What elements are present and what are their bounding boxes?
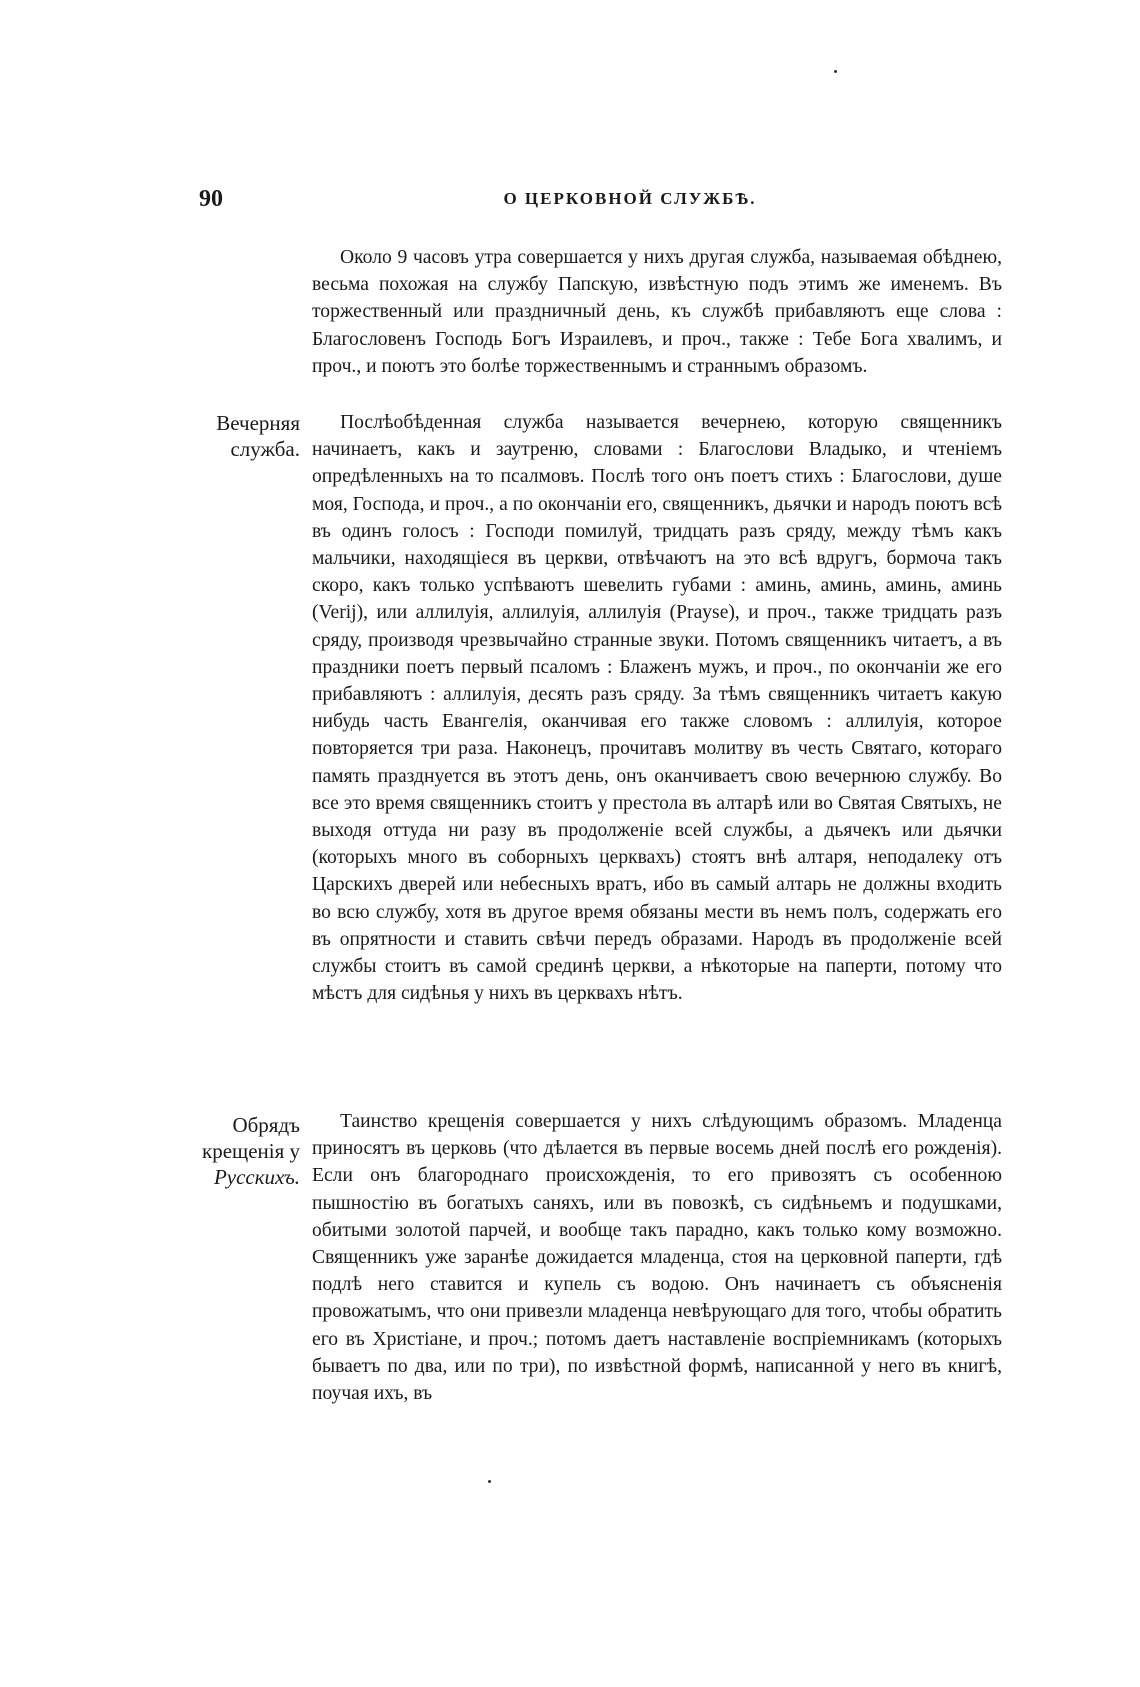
paragraph-morning-service: Около 9 часовъ утра совершается у нихъ другая служба, называемая обѣднею, весьма похожая на службу Папскую, извѣстную подъ этимъ же именемъ. Въ торжественный или праздничный день, къ службѣ прибавляютъ еще слова : Благословенъ Господь Богъ Израилевъ, и проч., также : Тебе Бога хвалимъ, и проч., и поютъ это болѣе торжественнымъ и страннымъ образомъ. — [312, 247, 1002, 377]
margin-note-baptism-line2: крещенія у — [202, 1139, 300, 1163]
margin-note-baptism — [182, 1112, 300, 1190]
paragraph-vespers: Послѣобѣденная служба называется вечернею, которую священникъ начинаетъ, какъ и заутреню, словами : Благослови Владыко, и чтеніемъ опредѣленныхъ на то псалмовъ. Послѣ того онъ поетъ стихъ : Благослови, душе моя, Господа, и проч., а по окончаніи его, священникъ, дьячки и народъ поютъ всѣ въ одинъ голосъ : Господи помилуй, тридцать разъ сряду, между тѣмъ какъ мальчики, находящіеся въ церкви, отвѣчаютъ на это всѣ вдругъ, бормоча такъ скоро, какъ только успѣваютъ шевелить губами : аминь, аминь, аминь, аминь (Verij), или аллилуія, аллилуія, аллилуія (Prayse), и проч., также тридцать разъ сряду, производя чрезвычайно странные звуки. Потомъ священникъ читаетъ, а въ праздники поетъ первый псаломъ : Блаженъ мужъ, и проч., по окончаніи же его прибавляютъ : аллилуія, десять разъ сряду. За тѣмъ священникъ читаетъ какую нибудь часть Евангелія, оканчивая его также словомъ : аллилуія, которое повторяется три раза. Наконецъ, прочитавъ молитву въ честь Святаго, котораго память празднуется въ этотъ день, онъ оканчиваетъ свою вечернюю службу. Во все это время священникъ стоитъ у престола въ алтарѣ или во Святая Святыхъ, не выходя оттуда ни разу въ продолженіе всей службы, а дьячекъ или дьячки (которыхъ много въ соборныхъ церквахъ) стоятъ внѣ алтаря, неподалеку отъ Царскихъ дверей или небесныхъ вратъ, ибо въ самый алтарь не должны входить во всю службу, хотя въ другое время обязаны мести въ немъ полъ, содержать его въ опрятности и ставить свѣчи передъ образами. Народъ въ продолженіе всей службы стоитъ въ самой срединѣ церкви, а нѣкоторые на паперти, потому что мѣстъ для сидѣнья у нихъ въ церквахъ нѣтъ. — [312, 412, 1002, 1005]
print-speck — [834, 70, 837, 73]
margin-note-baptism-line1: Обрядъ — [232, 1113, 300, 1137]
paragraph-baptism: Таинство крещенія совершается у нихъ слѣдующимъ образомъ. Младенца приносятъ въ церковь (что дѣлается въ первые восемь дней послѣ его рожденія). Если онъ благороднаго происхожденія, то его привозятъ съ особенною пышностію въ богатыхъ саняхъ, или въ повозкѣ, съ сидѣньемъ и подушками, обитыми золотой парчей, и вообще такъ парадно, какъ только кому возможно. Священникъ уже заранѣе дожидается младенца, стоя на церковной паперти, гдѣ подлѣ него ставится и купель съ водою. Онъ начинаетъ съ объясненія провожатымъ, что они привезли младенца невѣрующаго для того, чтобы обратить его въ Христіане, и проч.; потомъ даетъ наставленіе воспріемникамъ (которыхъ бываетъ по два, или по три), по извѣстной формѣ, написанной у него въ книгѣ, поучая ихъ, въ — [312, 1111, 1002, 1405]
print-speck — [488, 1480, 491, 1483]
running-title: О ЦЕРКОВНОЙ СЛУЖБѢ. — [503, 189, 757, 208]
margin-note-baptism-line3: Русскихъ. — [213, 1165, 300, 1189]
page-number: 90 — [199, 186, 223, 212]
margin-note-vespers: Вечерняя служба. — [216, 411, 300, 461]
